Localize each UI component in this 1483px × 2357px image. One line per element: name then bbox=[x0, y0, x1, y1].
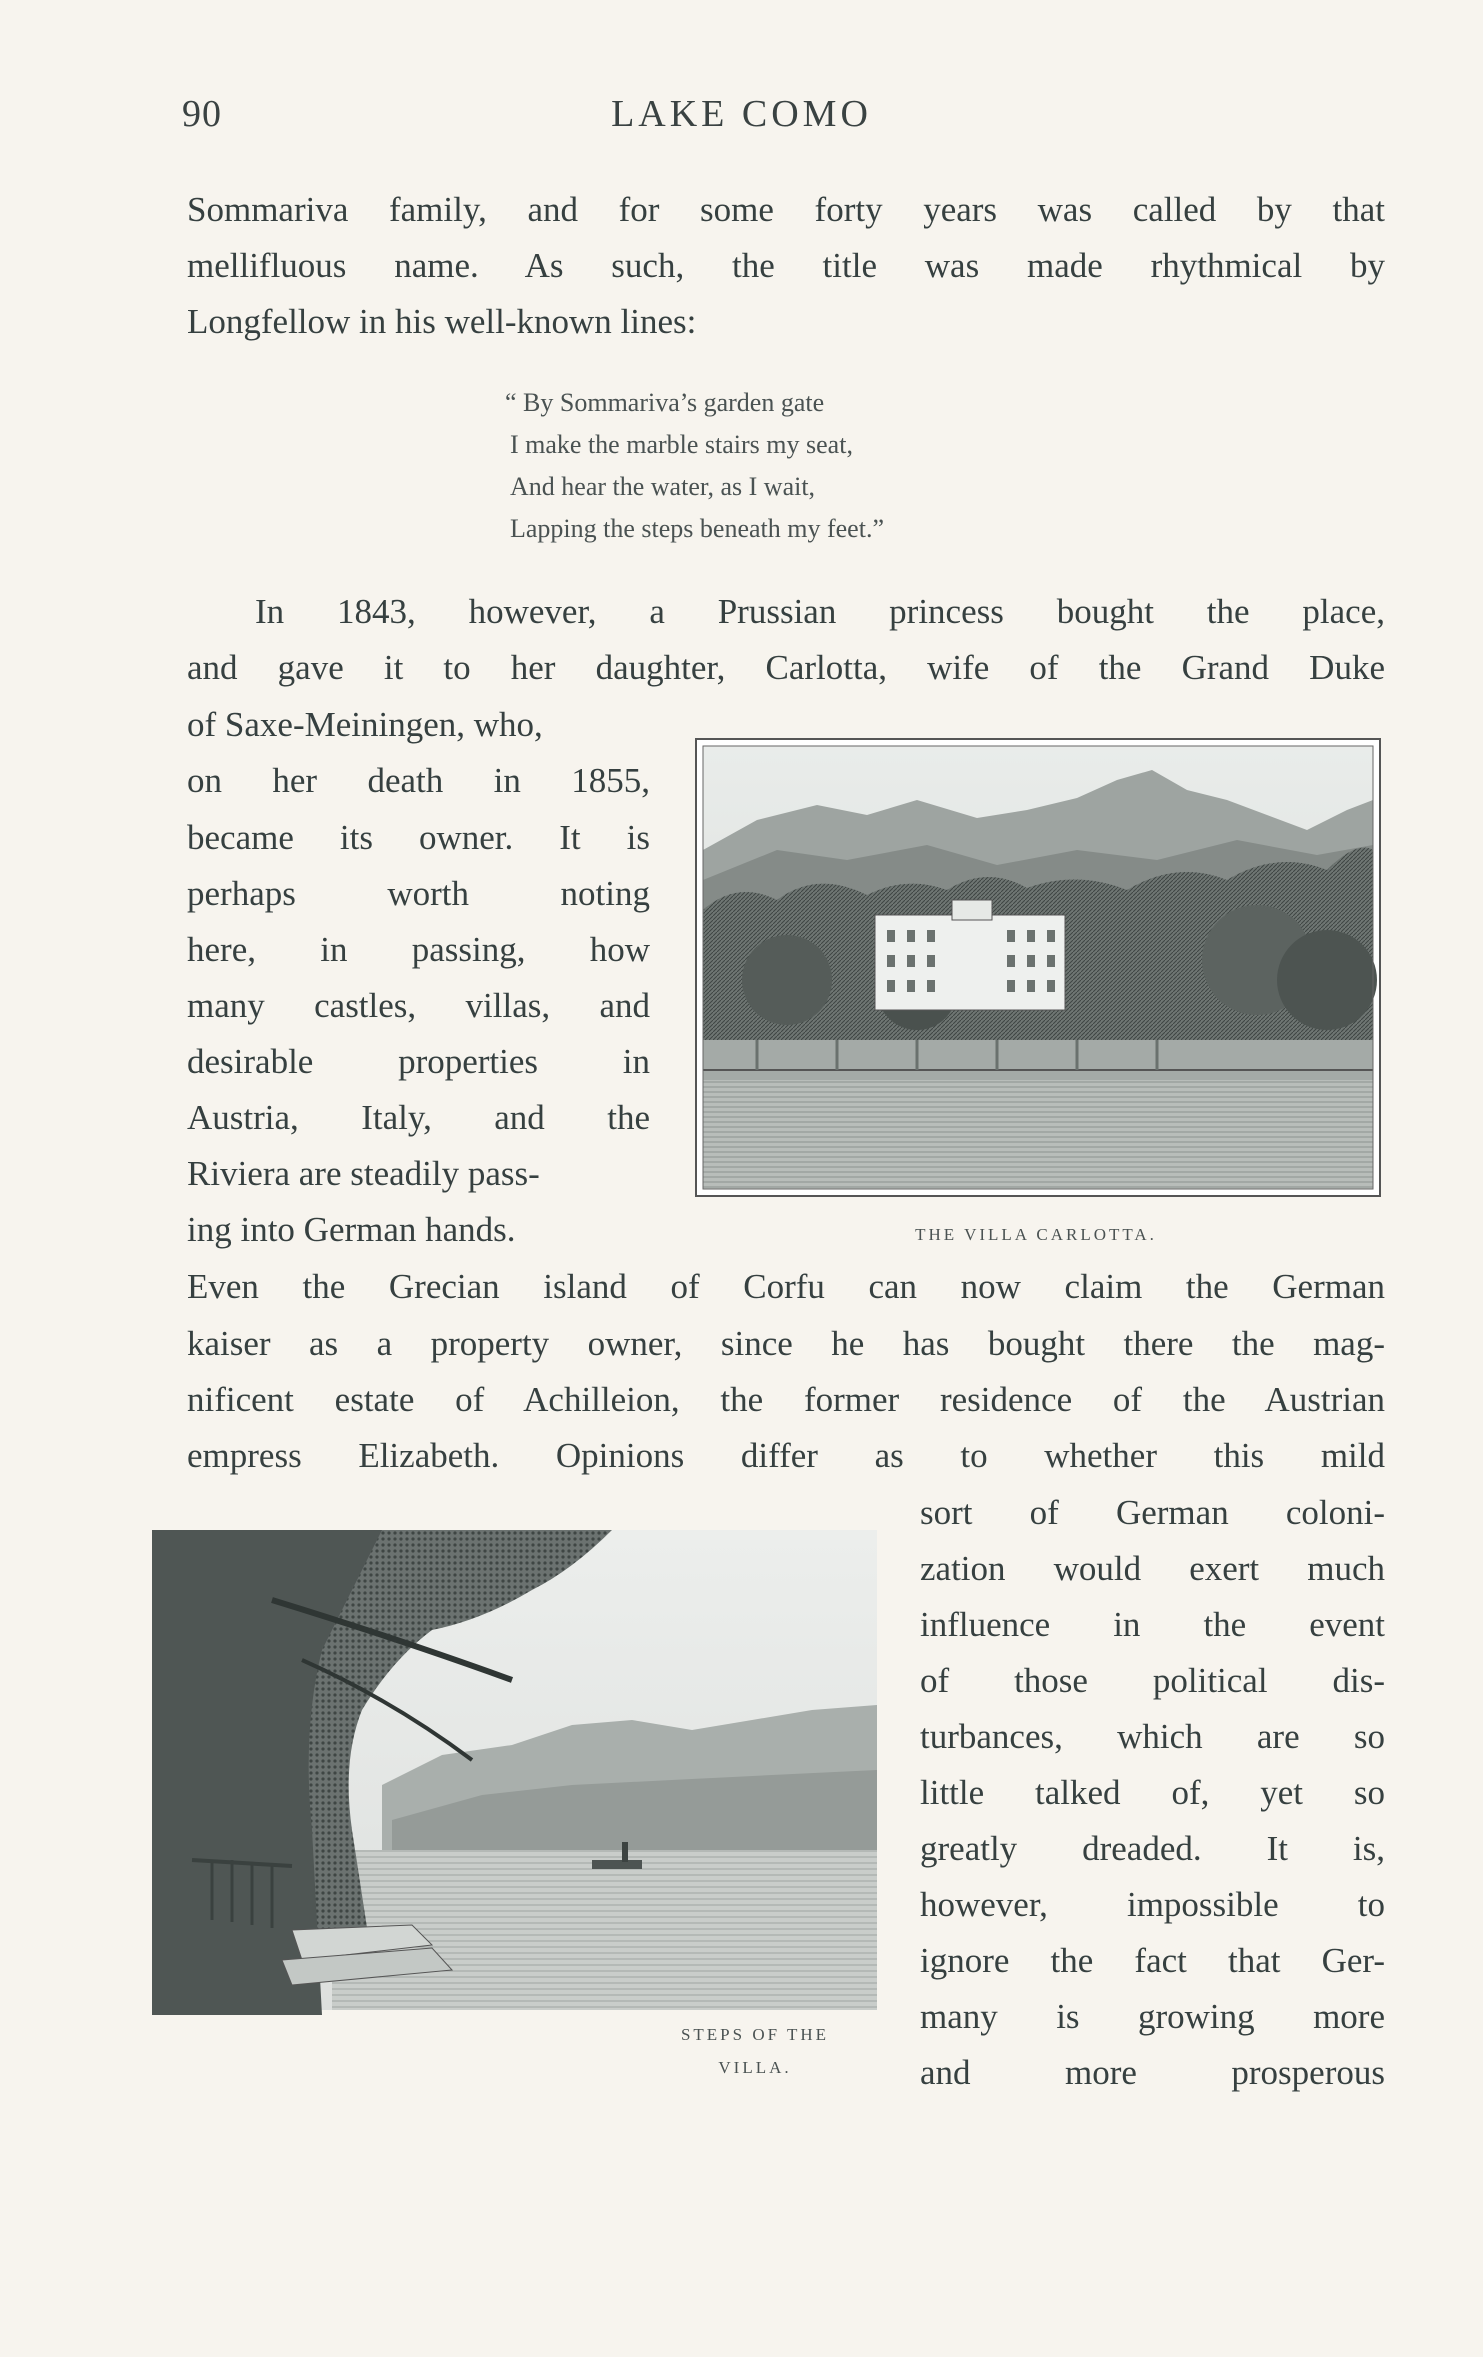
steps-caption-line2: VILLA. bbox=[718, 2058, 792, 2077]
text-line: kaiser as a property owner, since he has bought there the mag- bbox=[187, 1324, 1385, 1363]
text-line: Longfellow in his well-known lines: bbox=[187, 302, 697, 341]
villa-carlotta-illustration bbox=[695, 738, 1381, 1197]
text-line: influence in the event bbox=[920, 1605, 1385, 1644]
steps-of-the-villa-engraving bbox=[152, 1530, 877, 2015]
steps-caption-line1: STEPS OF THE bbox=[680, 2025, 830, 2044]
villa-carlotta-engraving bbox=[697, 740, 1379, 1195]
text-line: In 1843, however, a Prussian princess bought the place, bbox=[255, 592, 1385, 631]
text-line: of those political dis- bbox=[920, 1661, 1385, 1700]
text-line: Even the Grecian island of Corfu can now claim the German bbox=[187, 1267, 1385, 1306]
villa-carlotta-caption: THE VILLA CARLOTTA. bbox=[915, 1225, 1157, 1244]
text-line: Riviera are steadily pass- bbox=[187, 1154, 540, 1193]
text-line: empress Elizabeth. Opinions differ as to whether this mild bbox=[187, 1436, 1385, 1475]
text-line: and more prosperous bbox=[920, 2053, 1385, 2092]
text-line: turbances, which are so bbox=[920, 1717, 1385, 1756]
text-line: on her death in 1855, bbox=[187, 761, 650, 800]
page-number: 90 bbox=[182, 93, 222, 135]
text-line: zation would exert much bbox=[920, 1549, 1385, 1588]
text-line: many castles, villas, and bbox=[187, 986, 650, 1025]
text-line: here, in passing, how bbox=[187, 930, 650, 969]
text-line: greatly dreaded. It is, bbox=[920, 1829, 1385, 1868]
poem-line: Lapping the steps beneath my feet.” bbox=[510, 514, 884, 543]
steps-of-the-villa-illustration bbox=[152, 1530, 877, 2015]
text-line: of Saxe-Meiningen, who, bbox=[187, 705, 543, 744]
text-line: became its owner. It is bbox=[187, 818, 650, 857]
poem-line: And hear the water, as I wait, bbox=[510, 472, 816, 501]
text-line: Sommariva family, and for some forty years was called by that bbox=[187, 190, 1385, 229]
text-line: Austria, Italy, and the bbox=[187, 1098, 650, 1137]
text-line: however, impossible to bbox=[920, 1885, 1385, 1924]
poem-line: “ By Sommariva’s garden gate bbox=[505, 388, 825, 417]
text-line: many is growing more bbox=[920, 1997, 1385, 2036]
text-line: little talked of, yet so bbox=[920, 1773, 1385, 1812]
text-line: mellifluous name. As such, the title was made rhythmical by bbox=[187, 246, 1385, 285]
text-line: ing into German hands. bbox=[187, 1210, 516, 1249]
text-line: desirable properties in bbox=[187, 1042, 650, 1081]
poem-line: I make the marble stairs my seat, bbox=[510, 430, 853, 459]
running-title: LAKE COMO bbox=[611, 93, 872, 135]
text-line: perhaps worth noting bbox=[187, 874, 650, 913]
text-line: and gave it to her daughter, Carlotta, wife of the Grand Duke bbox=[187, 648, 1385, 687]
text-line: sort of German coloni- bbox=[920, 1493, 1385, 1532]
text-line: nificent estate of Achilleion, the former residence of the Austrian bbox=[187, 1380, 1385, 1419]
text-line: ignore the fact that Ger- bbox=[920, 1941, 1385, 1980]
